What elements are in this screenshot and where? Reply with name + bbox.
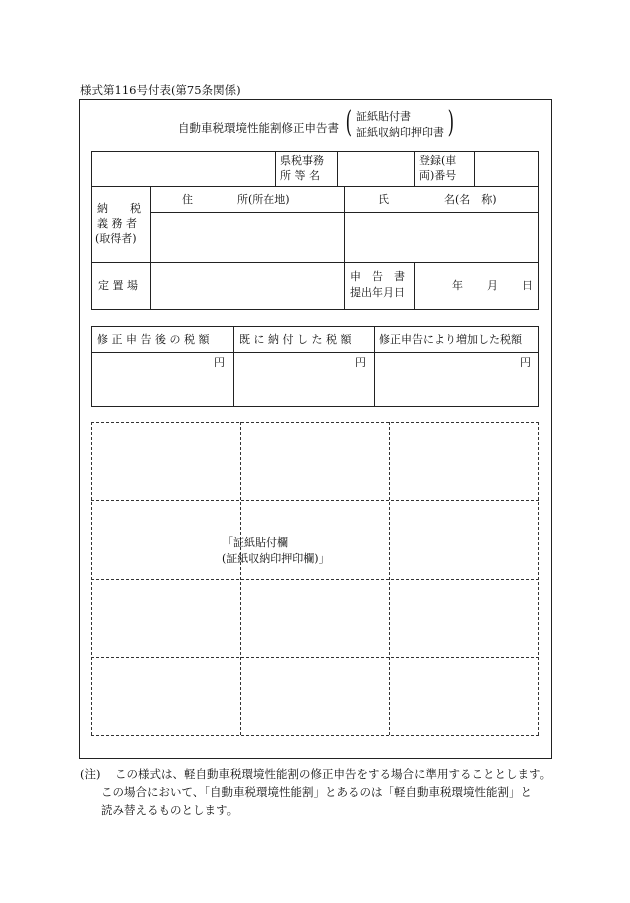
taxpayer-label-line1: 納 税 — [97, 202, 141, 215]
stamp-area-label-line1: 「証紙貼付欄 — [222, 536, 288, 549]
note-line2: この場合において、「自動車税環境性能割」とあるのは「軽自動車税環境性能割」と — [101, 785, 533, 799]
filed-date-label-line2: 提出年月日 — [350, 286, 405, 299]
stamp-area-label-line2: (証紙収納印押印欄)」 — [222, 552, 330, 565]
name-header: 氏 名(名 称) — [378, 193, 497, 206]
taxpayer-label-line3: (取得者) — [95, 232, 137, 245]
note-prefix: (注) — [80, 767, 101, 781]
title-bracket-line2: 証紙収納印押印書 — [356, 126, 444, 139]
form-title: 自動車税環境性能割修正申告書 — [178, 121, 339, 135]
paid-tax-header: 既 に 納 付 し た 税 額 — [239, 333, 352, 346]
address-header: 住 所(所在地) — [182, 193, 290, 206]
office-label-line1: 県税事務 — [280, 154, 324, 167]
office-label-line2: 所 等 名 — [280, 169, 320, 182]
increased-tax-unit: 円 — [520, 356, 531, 369]
filed-date-year: 年 — [452, 279, 463, 292]
revised-tax-unit: 円 — [214, 356, 225, 369]
revised-tax-header: 修 正 申 告 後 の 税 額 — [97, 333, 210, 346]
registration-label-line1: 登録(車 — [419, 154, 457, 167]
title-bracket-line1: 証紙貼付書 — [356, 110, 411, 123]
filed-date-day: 日 — [522, 279, 533, 292]
title-bracket-open: ( — [345, 105, 353, 140]
storage-label: 定 置 場 — [98, 279, 138, 292]
note-line1: この様式は、軽自動車税環境性能割の修正申告をする場合に準用することとします。 — [115, 767, 552, 781]
form-number-label: 様式第116号付表(第75条関係) — [80, 83, 241, 97]
registration-label-line2: 両)番号 — [419, 169, 457, 182]
title-bracket-close: ) — [447, 105, 455, 140]
note-line3: 読み替えるものとします。 — [101, 803, 239, 817]
taxpayer-label-line2: 義 務 者 — [97, 217, 137, 230]
filed-date-month: 月 — [487, 279, 498, 292]
filed-date-label-line1: 申 告 書 — [350, 270, 405, 283]
paid-tax-unit: 円 — [355, 356, 366, 369]
increased-tax-header: 修正申告により増加した税額 — [379, 333, 522, 346]
